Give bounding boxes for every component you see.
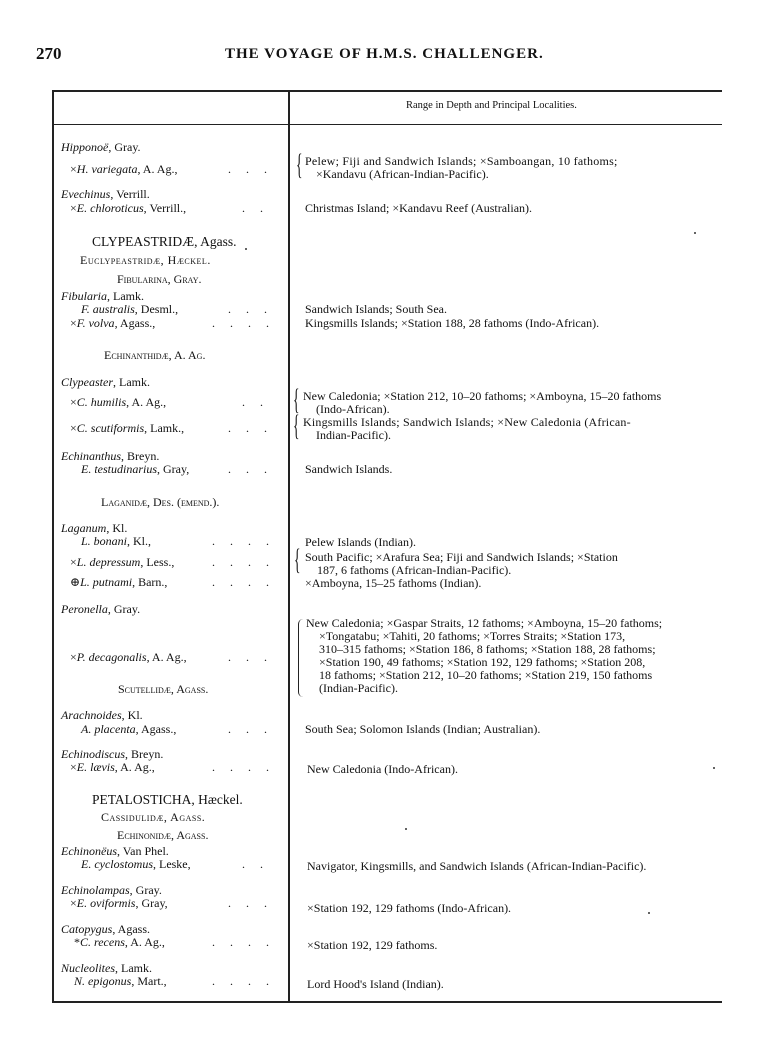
family-clypeastridae: CLYPEASTRIDÆ, Agass. (92, 234, 237, 249)
leader-dots: . . . . (212, 555, 275, 569)
range-c-recens: ×Station 192, 129 fathoms. (307, 938, 438, 952)
range-f-australis: Sandwich Islands; South Sea. (305, 302, 447, 316)
species-p-decagonalis: ×P. decagonalis, A. Ag., (70, 650, 187, 664)
leader-dots: . . . (228, 462, 273, 476)
genus-echinolampas: Echinolampas, Gray. (61, 883, 162, 897)
genus-catopygus: Catopygus, Agass. (61, 922, 151, 936)
range-p-decagonalis-6: (Indian-Pacific). (319, 681, 398, 695)
subfamily-euclypeastridae: Euclypeastridæ, Hæckel. (80, 253, 211, 267)
page-number: 270 (36, 44, 62, 63)
range-e-testudinarius: Sandwich Islands. (305, 462, 393, 476)
order-petalosticha: PETALOSTICHA, Hæckel. (92, 792, 243, 807)
species-l-putnami: ⊕L. putnami, Barn., (70, 575, 168, 589)
genus-evechinus: Evechinus, Verrill. (61, 187, 150, 201)
genus-echinanthus: Echinanthus, Breyn. (61, 449, 160, 463)
range-p-decagonalis-4: ×Station 190, 49 fathoms; ×Station 192, 129 fathoms; ×Station 208, (319, 655, 646, 669)
genus-hipponoe: Hipponoë, Gray. (61, 140, 141, 154)
genus-peronella: Peronella, Gray. (61, 602, 141, 616)
running-title: THE VOYAGE OF H.M.S. CHALLENGER. (225, 46, 544, 62)
leader-dots: . . . (228, 650, 273, 664)
brace-icon: { (294, 543, 301, 576)
group-fibularina: Fibularina, Gray. (117, 272, 202, 286)
leader-dots: . . . (228, 162, 273, 176)
leader-dots: . . . . (212, 534, 275, 548)
range-h-variegata-2: ×Kandavu (African-Indian-Pacific). (316, 167, 489, 181)
range-l-depressum-2: 187, 6 fathoms (African-Indian-Pacific). (317, 563, 512, 577)
range-p-decagonalis-5: 18 fathoms; ×Station 212, 10–20 fathoms; ×Station 219, 150 fathoms (319, 668, 653, 682)
range-l-putnami: ×Amboyna, 15–25 fathoms (Indian). (305, 576, 482, 590)
range-e-oviformis: ×Station 192, 129 fathoms (Indo-African). (307, 901, 512, 915)
range-p-decagonalis-2: ×Tongatabu; ×Tahiti, 20 fathoms; ×Torres Straits; ×Station 173, (319, 629, 626, 643)
range-c-humilis-2: (Indo-African). (316, 402, 390, 416)
genus-nucleolites: Nucleolites, Lamk. (61, 961, 152, 975)
leader-dots: . . (242, 395, 269, 409)
leader-dots: . . . . (212, 575, 275, 589)
family-scutellidae: Scutellidæ, Agass. (118, 682, 209, 696)
header-bottom-rule (52, 124, 722, 125)
range-c-humilis-1: New Caledonia; ×Station 212, 10–20 fathoms; ×Amboyna, 15–20 fathoms (303, 389, 662, 403)
print-speck (405, 828, 407, 830)
range-c-scutiformis-2: Indian-Pacific). (316, 428, 391, 442)
range-f-volva: Kingsmills Islands; ×Station 188, 28 fathoms (Indo-African). (305, 316, 600, 330)
table-top-rule (52, 90, 722, 92)
species-c-scutiformis: ×C. scutiformis, Lamk., (70, 421, 185, 435)
genus-laganum: Laganum, Kl. (61, 521, 128, 535)
print-speck (694, 232, 696, 234)
species-l-depressum: ×L. depressum, Less., (70, 555, 175, 569)
species-a-placenta: A. placenta, Agass., (81, 722, 177, 736)
range-h-variegata-1: Pelew; Fiji and Sandwich Islands; ×Samboangan, 10 fathoms; (305, 154, 618, 168)
leader-dots: . . (242, 201, 269, 215)
leader-dots: . . . . (212, 316, 275, 330)
species-e-chloroticus: ×E. chloroticus, Verrill., (70, 201, 187, 215)
range-p-decagonalis-3: 310–315 fathoms; ×Station 186, 8 fathoms; ×Station 188, 28 fathoms; (319, 642, 656, 656)
print-speck (245, 248, 247, 250)
leader-dots: . . . (228, 722, 273, 736)
genus-clypeaster: Clypeaster, Lamk. (61, 375, 150, 389)
species-e-oviformis: ×E. oviformis, Gray, (70, 896, 168, 910)
brace-icon: { (296, 148, 303, 181)
leader-dots: . . . . (212, 760, 275, 774)
genus-fibularia: Fibularia, Lamk. (61, 289, 145, 303)
species-f-volva: ×F. volva, Agass., (70, 316, 156, 330)
species-f-australis: F. australis, Desml., (81, 302, 179, 316)
table-left-border (52, 90, 54, 1002)
species-l-bonani: L. bonani, Kl., (81, 534, 152, 548)
range-l-bonani: Pelew Islands (Indian). (305, 535, 416, 549)
species-e-testudinarius: E. testudinarius, Gray, (81, 462, 190, 476)
leader-dots: . . . (228, 302, 273, 316)
print-speck (713, 767, 715, 769)
range-c-scutiformis-1: Kingsmills Islands; Sandwich Islands; ×New Caledonia (African- (303, 415, 631, 429)
species-n-epigonus: N. epigonus, Mart., (74, 974, 167, 988)
bracket-icon (298, 619, 303, 697)
leader-dots: . . . (228, 421, 273, 435)
subfamily-echinonidae: Echinonidæ, Agass. (117, 828, 209, 842)
species-e-cyclostomus: E. cyclostomus, Leske, (81, 857, 191, 871)
family-cassidulidae: Cassidulidæ, Agass. (101, 810, 206, 824)
leader-dots: . . (242, 857, 269, 871)
column-header: Range in Depth and Principal Localities. (406, 100, 577, 111)
range-n-epigonus: Lord Hood's Island (Indian). (307, 977, 444, 991)
species-c-humilis: ×C. humilis, A. Ag., (70, 395, 167, 409)
species-h-variegata: ×H. variegata, A. Ag., (70, 162, 178, 176)
species-c-recens: *C. recens, A. Ag., (74, 935, 165, 949)
column-divider (288, 90, 290, 1002)
print-speck (648, 912, 650, 914)
range-a-placenta: South Sea; Solomon Islands (Indian; Australian). (305, 722, 541, 736)
range-e-laevis: New Caledonia (Indo-African). (307, 762, 458, 776)
range-e-chloroticus: Christmas Island; ×Kandavu Reef (Australian). (305, 201, 533, 215)
genus-echinoneus: Echinonëus, Van Phel. (61, 844, 169, 858)
genus-echinodiscus: Echinodiscus, Breyn. (61, 747, 164, 761)
brace-icon: { (293, 409, 300, 442)
species-e-laevis: ×E. lævis, A. Ag., (70, 760, 155, 774)
brace-icon: { (293, 383, 300, 416)
family-laganidae: Laganidæ, Des. (emend.). (101, 495, 220, 509)
genus-arachnoides: Arachnoides, Kl. (61, 708, 143, 722)
leader-dots: . . . (228, 896, 273, 910)
table-bottom-rule (52, 1001, 722, 1003)
range-e-cyclostomus: Navigator, Kingsmills, and Sandwich Islands (African-Indian-Pacific). (307, 859, 647, 873)
range-l-depressum-1: South Pacific; ×Arafura Sea; Fiji and Sandwich Islands; ×Station (305, 550, 618, 564)
leader-dots: . . . . (212, 974, 275, 988)
leader-dots: . . . . (212, 935, 275, 949)
family-echinanthidae: Echinanthidæ, A. Ag. (104, 348, 206, 362)
range-p-decagonalis-1: New Caledonia; ×Gaspar Straits, 12 fathoms; ×Amboyna, 15–20 fathoms; (306, 616, 663, 630)
